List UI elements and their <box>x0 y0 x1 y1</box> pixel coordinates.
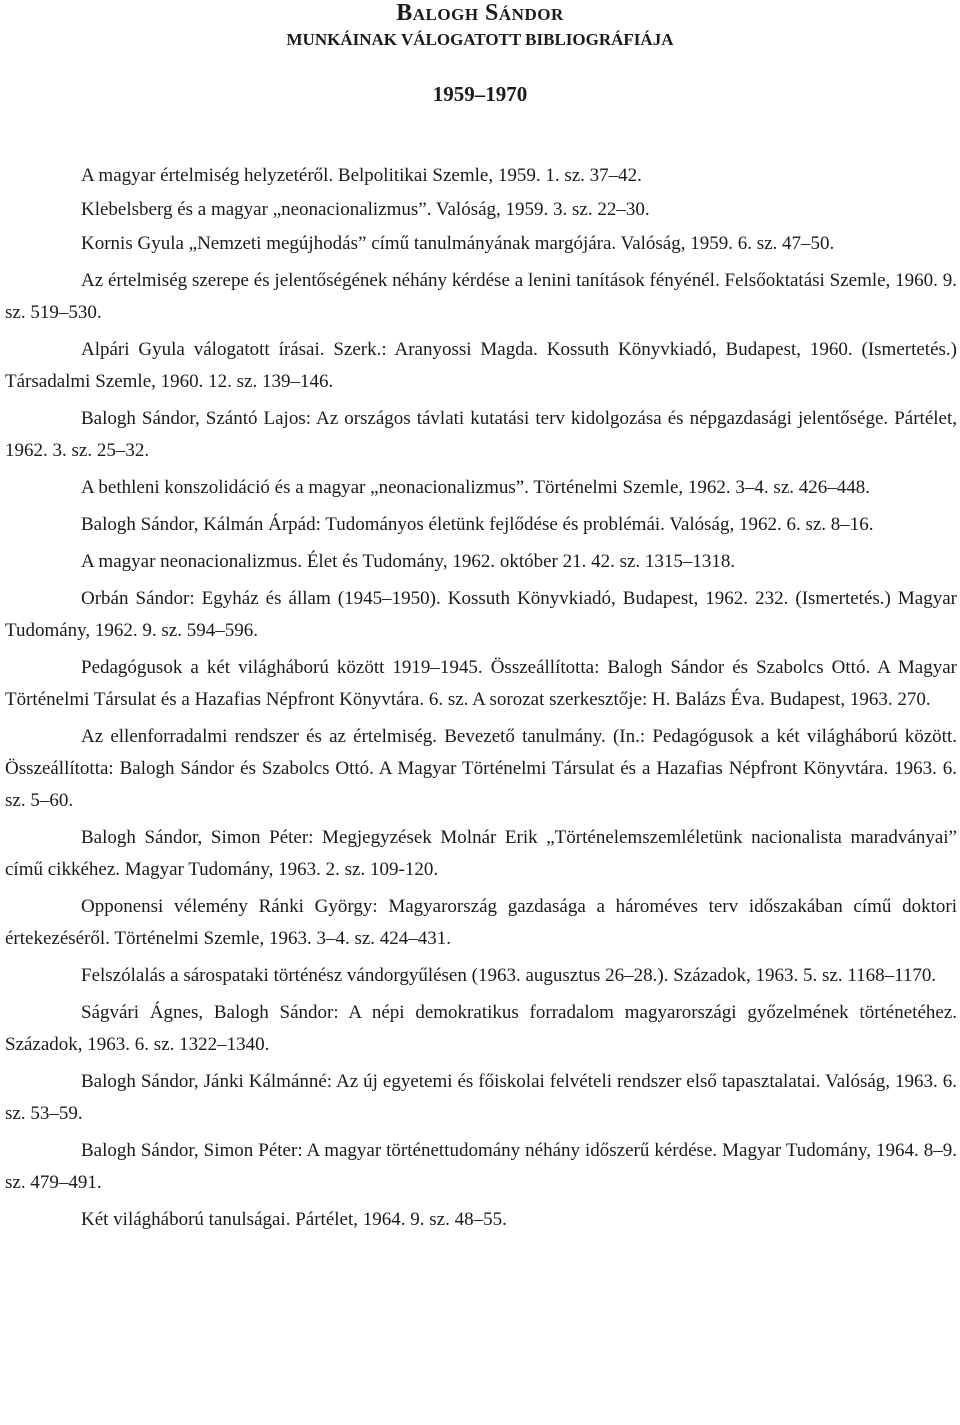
bibliography-entry: Alpári Gyula válogatott írásai. Szerk.: Aranyossi Magda. Kossuth Könyvkiadó, Budapest, 1960. (Ismertetés.) Társadalmi Szemle, 1960. 12. sz. 139–146. <box>5 339 957 392</box>
bibliography-entry: Klebelsberg és a magyar „neonacionalizmus”. Valóság, 1959. 3. sz. 22–30. <box>81 199 650 220</box>
bibliography-entry: Balogh Sándor, Simon Péter: Megjegyzések Molnár Erik „Történelemszemléletünk nacionalista maradványai” című cikkéhez. Magyar Tudomány, 1963. 2. sz. 109-120. <box>5 827 957 880</box>
document-header <box>0 0 960 107</box>
bibliography-entry: Orbán Sándor: Egyház és állam (1945–1950). Kossuth Könyvkiadó, Budapest, 1962. 232. (Ismertetés.) Magyar Tudomány, 1962. 9. sz. 594–596. <box>5 588 957 641</box>
bibliography-entry: A magyar neonacionalizmus. Élet és Tudomány, 1962. október 21. 42. sz. 1315–1318. <box>81 551 736 572</box>
document-years: 1959–1970 <box>432 82 528 106</box>
bibliography-entry: Pedagógusok a két világháború között 1919–1945. Összeállította: Balogh Sándor és Szabolcs Ottó. A Magyar Történelmi Társulat és a Hazafias Népfront Könyvtára. 6. sz. A sorozat szerkesztője: H. Balázs Éva. Budapest, 1963. 270. <box>5 657 957 710</box>
bibliography-entry: Opponensi vélemény Ránki György: Magyarország gazdasága a hároméves terv időszakában című doktori értekezéséről. Történelmi Szemle, 1963. 3–4. sz. 424–431. <box>5 896 957 949</box>
document-subtitle: MUNKÁINAK VÁLOGATOTT BIBLIOGRÁFIÁJA <box>286 30 674 49</box>
bibliography-entry: Balogh Sándor, Jánki Kálmánné: Az új egyetemi és főiskolai felvételi rendszer első tapasztalatai. Valóság, 1963. 6. sz. 53–59. <box>5 1071 957 1124</box>
bibliography-entry: Az ellenforradalmi rendszer és az értelmiség. Bevezető tanulmány. (In.: Pedagógusok a két világháború között. Összeállította: Balogh Sándor és Szabolcs Ottó. A Magyar Történelmi Társulat és a Hazafias Népfront Könyvtára. 1963. 6. sz. 5–60. <box>5 726 957 811</box>
bibliography-entry: Balogh Sándor, Szántó Lajos: Az országos távlati kutatási terv kidolgozása és népgazdasági jelentősége. Pártélet, 1962. 3. sz. 25–32. <box>5 408 957 461</box>
bibliography-entry: Kornis Gyula „Nemzeti megújhodás” című tanulmányának margójára. Valóság, 1959. 6. sz. 47–50. <box>81 233 835 254</box>
bibliography-entry: Felszólalás a sárospataki történész vándorgyűlésen (1963. augusztus 26–28.). Századok, 1963. 5. sz. 1168–1170. <box>81 965 937 986</box>
bibliography-entry: Balogh Sándor, Simon Péter: A magyar történettudomány néhány időszerű kérdése. Magyar Tudomány, 1964. 8–9. sz. 479–491. <box>5 1140 957 1193</box>
bibliography-entry: Két világháború tanulságai. Pártélet, 1964. 9. sz. 48–55. <box>81 1209 507 1230</box>
document-title: Balogh Sándor <box>396 0 564 26</box>
bibliography-entry: A magyar értelmiség helyzetéről. Belpolitikai Szemle, 1959. 1. sz. 37–42. <box>81 165 642 186</box>
bibliography-entry: Az értelmiség szerepe és jelentőségének néhány kérdése a lenini tanítások fényénél. Felsőoktatási Szemle, 1960. 9. sz. 519–530. <box>5 270 957 323</box>
bibliography-list <box>5 160 957 1241</box>
bibliography-entry: Balogh Sándor, Kálmán Árpád: Tudományos életünk fejlődése és problémái. Valóság, 1962. 6. sz. 8–16. <box>81 514 874 535</box>
bibliography-entry: Ságvári Ágnes, Balogh Sándor: A népi demokratikus forradalom magyarországi győzelmének történetéhez. Századok, 1963. 6. sz. 1322–1340. <box>5 1002 957 1055</box>
bibliography-entry: A bethleni konszolidáció és a magyar „neonacionalizmus”. Történelmi Szemle, 1962. 3–4. sz. 426–448. <box>81 477 871 498</box>
